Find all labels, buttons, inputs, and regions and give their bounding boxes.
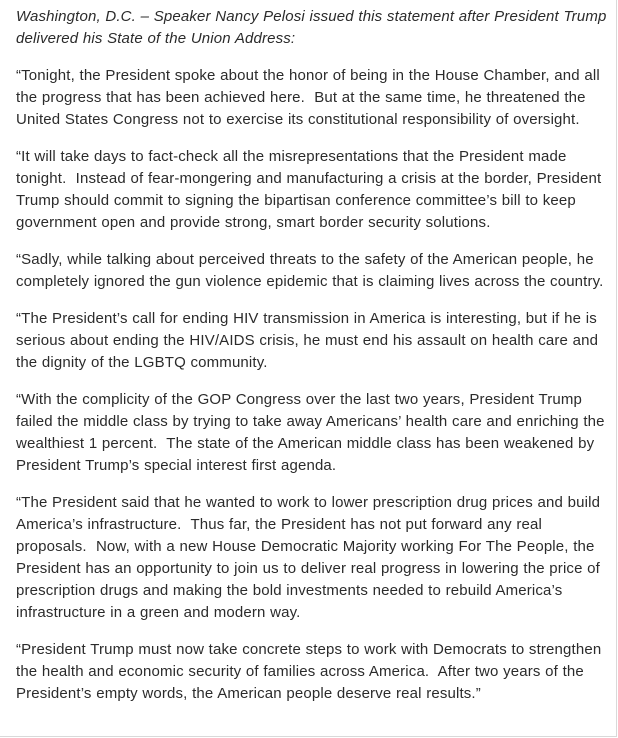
- paragraph-5: “With the complicity of the GOP Congress over the last two years, President Trump failed the middle class by trying to take away Americans’ health care and enriching the wealthiest 1 percent. The state of the American middle class has been weakened by President Trump’s special interest first agenda.: [16, 391, 605, 474]
- paragraph-4: “The President’s call for ending HIV transmission in America is interesting, but if he is serious about ending the HIV/AIDS crisis, he must end his assault on health care and the dignity of the LGBTQ community.: [16, 310, 599, 371]
- paragraph-7: “President Trump must now take concrete steps to work with Democrats to strengthen the health and economic security of families across America. After two years of the President’s empty words, the American people deserve real results.”: [16, 641, 602, 702]
- paragraph-1: “Tonight, the President spoke about the honor of being in the House Chamber, and all the progress that has been achieved here. But at the same time, he threatened the United States Congress not to exercise its constitutional responsibility of oversight.: [16, 67, 600, 128]
- statement-body: [16, 6, 612, 705]
- paragraph-3: “Sadly, while talking about perceived threats to the safety of the American people, he completely ignored the gun violence epidemic that is claiming lives across the country.: [16, 251, 604, 290]
- paragraph-2: “It will take days to fact-check all the misrepresentations that the President made tonight. Instead of fear-mongering and manufacturing a crisis at the border, President Trump should commit to signing the bipartisan conference committee’s bill to keep government open and provide strong, smart border security solutions.: [16, 148, 602, 231]
- paragraph-6: “The President said that he wanted to work to lower prescription drug prices and build America’s infrastructure. Thus far, the President has not put forward any real proposals. Now, with a new House Democratic Majority working For The People, the President has an opportunity to join us to deliver real progress in lowering the price of prescription drugs and making the bold investments needed to rebuild America’s infrastructure in a green and modern way.: [16, 494, 601, 621]
- dateline: Washington, D.C. – Speaker Nancy Pelosi issued this statement after President Trump delivered his State of the Union Address:: [16, 8, 607, 47]
